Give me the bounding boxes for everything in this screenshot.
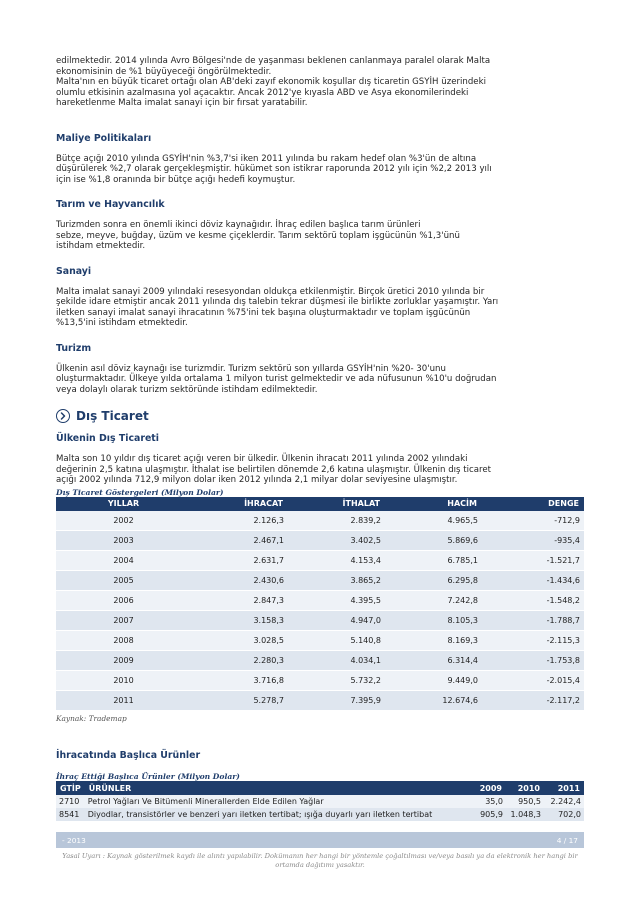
exports-table-body — [56, 795, 584, 821]
table-cell: -1.548,2 — [482, 591, 584, 611]
text-line: Malta imalat sanayi 2009 yılındaki resesyondan oldukça etkilenmiştir. Birçok üretici 2010 yılında bir — [56, 286, 485, 297]
col-header: DENGE — [482, 497, 584, 511]
table-cell: -2.115,3 — [482, 631, 584, 651]
trade-paragraph — [56, 454, 584, 486]
table-cell: 2.467,1 — [191, 531, 288, 551]
table-cell: -1.753,8 — [482, 651, 584, 671]
table-cell: Diyodlar, transistörler ve benzeri yarı iletken tertibat; ışığa duyarlı yarı iletken tertibat — [85, 808, 472, 821]
trade-subheading: Ülkenin Dış Ticareti — [56, 433, 160, 444]
section-heading-tourism: Turizm — [56, 342, 92, 354]
table-cell: 4.034,1 — [288, 651, 385, 671]
table-cell: 1.048,3 — [506, 808, 544, 821]
table-cell: 12.674,6 — [385, 691, 482, 711]
table-cell: 3.865,2 — [288, 571, 385, 591]
footer-bar — [56, 832, 584, 848]
table-cell: Petrol Yağları Ve Bitümenli Minerallerden Elde Edilen Yağlar — [85, 795, 472, 808]
table-row — [56, 531, 584, 551]
table-cell: 7.395,9 — [288, 691, 385, 711]
text-line: açığı 2002 yılında 712,9 milyon dolar iken 2012 yılında 2,1 milyar dolar seviyesine ulaşmıştır. — [56, 475, 458, 485]
table-cell: -712,9 — [482, 511, 584, 531]
table-row — [56, 631, 584, 651]
table-cell: 2007 — [56, 611, 191, 631]
text-line: istihdam etmektedir. — [56, 241, 146, 251]
chevron-right-circle-icon — [56, 409, 70, 423]
col-header: YILLAR — [56, 497, 191, 511]
text-line: veya dolaylı olarak turizm sektöründe istihdam edilmektedir. — [56, 384, 318, 395]
trade-table-caption: Dış Ticaret Göstergeleri (Milyon Dolar) — [56, 487, 224, 497]
table-row — [56, 691, 584, 711]
table-cell: 2.839,2 — [288, 511, 385, 531]
page-content — [56, 56, 584, 821]
table-cell: 950,5 — [506, 795, 544, 808]
text-line: değerinin 2,5 katına ulaşmıştır. İthalat ise belirtilen dönemde 2,6 katına ulaşmıştır. Ülkenin dış ticaret — [56, 464, 492, 475]
table-row — [56, 795, 584, 808]
table-cell: 2710 — [56, 795, 85, 808]
table-cell: 2003 — [56, 531, 191, 551]
table-row — [56, 571, 584, 591]
intro-paragraph — [56, 56, 584, 109]
text-line: %13,5'ini istihdam etmektedir. — [56, 318, 188, 328]
col-header: GTİP — [56, 781, 85, 795]
table-row — [56, 808, 584, 821]
table-cell: 2.126,3 — [191, 511, 288, 531]
exports-table — [56, 781, 584, 821]
table-cell: 5.140,8 — [288, 631, 385, 651]
table-row — [56, 611, 584, 631]
table-cell: 2002 — [56, 511, 191, 531]
trade-table-body — [56, 511, 584, 711]
table-cell: 905,9 — [472, 808, 506, 821]
table-cell: 6.314,4 — [385, 651, 482, 671]
table-cell: -2.117,2 — [482, 691, 584, 711]
table-cell: 702,0 — [544, 808, 584, 821]
agriculture-paragraph — [56, 220, 584, 252]
table-cell: 4.947,0 — [288, 611, 385, 631]
table-cell: -935,4 — [482, 531, 584, 551]
footer-year: - 2013 — [62, 835, 86, 845]
table-cell: 4.395,5 — [288, 591, 385, 611]
text-line: Ülkenin asıl döviz kaynağı ise turizmdir. Turizm sektörü son yıllarda GSYİH'nin %20- 30'unu — [56, 363, 446, 374]
table-cell: 2.631,7 — [191, 551, 288, 571]
table-cell: 9.449,0 — [385, 671, 482, 691]
table-row — [56, 591, 584, 611]
col-header: 2010 — [506, 781, 544, 795]
col-header: ÜRÜNLER — [85, 781, 472, 795]
col-header: HACİM — [385, 497, 482, 511]
table-header-row — [56, 781, 584, 795]
page-number: 4 / 17 — [556, 835, 578, 845]
trade-major-title: Dış Ticaret — [76, 409, 149, 423]
table-row — [56, 671, 584, 691]
table-cell: 2004 — [56, 551, 191, 571]
table-row — [56, 511, 584, 531]
text-line: iletken sanayi imalat sanayi ihracatının %75'ini tek başına oluşturmaktadır ve toplam işgücünün — [56, 307, 471, 318]
text-line: Malta son 10 yıldır dış ticaret açığı veren bir ülkedir. Ülkenin ihracatı 2011 yılında 2002 yılındaki — [56, 454, 468, 464]
legal-notice: Yasal Uyarı : Kaynak gösterilmek kaydı ile alıntı yapılabilir. Dokümanın her hangi bir yöntemle çoğaltılması ve/veya basılı ya da elektronik her hangi bir ortamda dağıtımı yasaktır. — [62, 852, 578, 869]
table-cell: 2.280,3 — [191, 651, 288, 671]
table-cell: 8.105,3 — [385, 611, 482, 631]
table-cell: 2.430,6 — [191, 571, 288, 591]
col-header: İHRACAT — [191, 497, 288, 511]
text-line: olumlu etkisinin azalmasına yol açacaktır. Ancak 2012'ye kıyasla ABD ve Asya ekonomilerindeki — [56, 87, 469, 98]
table-cell: 5.732,2 — [288, 671, 385, 691]
table-cell: 2.847,3 — [191, 591, 288, 611]
text-line: şekilde idare etmiştir ancak 2011 yılında dış talebin tekrar düşmesi ile birlikte zorluklar yaşamıştır. Yarı — [56, 297, 499, 307]
table-cell: -2.015,4 — [482, 671, 584, 691]
trade-table-source: Kaynak: Trademap — [56, 714, 127, 723]
table-cell: 4.965,5 — [385, 511, 482, 531]
exports-table-caption: İhraç Ettiği Başlıca Ürünler (Milyon Dolar) — [56, 772, 240, 781]
table-cell: 35,0 — [472, 795, 506, 808]
col-header: 2009 — [472, 781, 506, 795]
trade-indicators-table — [56, 497, 584, 712]
table-cell: 2009 — [56, 651, 191, 671]
industry-paragraph — [56, 287, 584, 329]
text-line: edilmektedir. 2014 yılında Avro Bölgesi'nde de yaşanması beklenen canlanmaya paralel olarak Malta — [56, 56, 491, 66]
trade-major-heading — [56, 409, 584, 423]
text-line: sebze, meyve, buğday, üzüm ve kesme çiçeklerdir. Tarım sektörü toplam işgücünün %1,3'ünü — [56, 230, 460, 241]
table-header-row — [56, 497, 584, 511]
table-cell: 3.402,5 — [288, 531, 385, 551]
section-heading-agriculture: Tarım ve Hayvancılık — [56, 199, 165, 210]
table-row — [56, 651, 584, 671]
table-cell: 2005 — [56, 571, 191, 591]
text-line: Bütçe açığı 2010 yılında GSYİH'nin %3,7'si iken 2011 yılında bu rakam hedef olan %3'ün de altına — [56, 153, 477, 164]
table-cell: 8541 — [56, 808, 85, 821]
col-header: İTHALAT — [288, 497, 385, 511]
table-cell: 3.158,3 — [191, 611, 288, 631]
text-line: ekonomisinin de %1 büyüyeceği öngörülmektedir. — [56, 66, 272, 77]
text-line: Turizmden sonra en önemli ikinci döviz kaynağıdır. İhraç edilen başlıca tarım ürünleri — [56, 220, 421, 230]
table-cell: -1.788,7 — [482, 611, 584, 631]
table-cell: 2008 — [56, 631, 191, 651]
text-line: Malta'nın en büyük ticaret ortağı olan AB'deki zayıf ekonomik koşullar dış ticaretin GSYİH üzerindeki — [56, 77, 486, 87]
table-cell: -1.521,7 — [482, 551, 584, 571]
table-cell: 2010 — [56, 671, 191, 691]
exports-heading: İhracatında Başlıca Ürünler — [56, 750, 201, 761]
table-cell: 3.028,5 — [191, 631, 288, 651]
table-cell: 8.169,3 — [385, 631, 482, 651]
table-cell: 6.785,1 — [385, 551, 482, 571]
table-cell: 5.869,6 — [385, 531, 482, 551]
section-heading-fiscal: Maliye Politikaları — [56, 132, 152, 144]
tourism-paragraph — [56, 364, 584, 396]
text-line: hareketlenme Malta imalat sanayi için bir fırsat yaratabilir. — [56, 98, 308, 108]
table-cell: 2011 — [56, 691, 191, 711]
table-cell: 7.242,8 — [385, 591, 482, 611]
table-row — [56, 551, 584, 571]
table-cell: 4.153,4 — [288, 551, 385, 571]
table-cell: 5.278,7 — [191, 691, 288, 711]
fiscal-paragraph — [56, 154, 584, 186]
table-cell: 2.242,4 — [544, 795, 584, 808]
text-line: düşürülerek %2,7 olarak gerçekleşmiştir. hükümet son istikrar raporunda 2012 yılı için %2,2 2013 yılı — [56, 164, 492, 174]
table-cell: -1.434,6 — [482, 571, 584, 591]
text-line: için ise %1,8 oranında bir bütçe açığı hedefi koymuştur. — [56, 174, 296, 185]
table-cell: 6.295,8 — [385, 571, 482, 591]
col-header: 2011 — [544, 781, 584, 795]
text-line: oluşturmaktadır. Ülkeye yılda ortalama 1 milyon turist gelmektedir ve ada nüfusunun %10'u doğrudan — [56, 374, 497, 384]
table-cell: 3.716,8 — [191, 671, 288, 691]
table-cell: 2006 — [56, 591, 191, 611]
section-heading-industry: Sanayi — [56, 265, 92, 277]
